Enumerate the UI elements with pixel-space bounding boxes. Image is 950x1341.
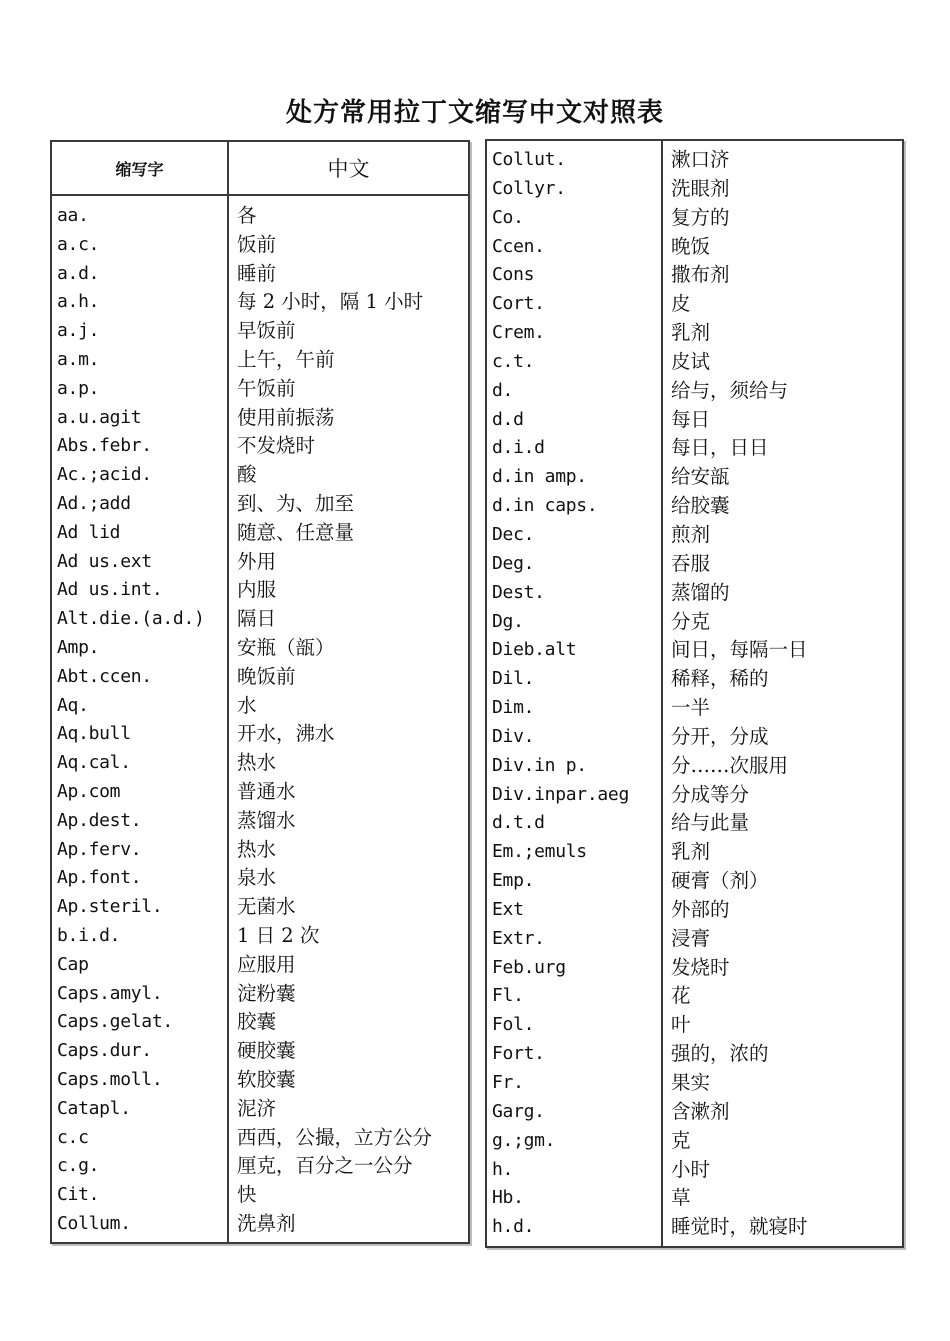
table-row [52, 605, 468, 634]
chinese-meaning-cell: 洗鼻剂 [237, 1211, 296, 1235]
table-row [487, 463, 902, 492]
chinese-meaning-cell: 小时 [671, 1157, 711, 1181]
abbreviation-cell: Deg. [492, 552, 535, 574]
abbreviation-cell: Ap.ferv. [57, 838, 142, 860]
table-row [52, 980, 468, 1009]
table-row [52, 864, 468, 893]
table-row [487, 1011, 902, 1040]
table-row [52, 202, 468, 231]
chinese-meaning-cell: 睡前 [237, 261, 277, 285]
table-row [52, 807, 468, 836]
table-row [487, 1098, 902, 1127]
chinese-meaning-cell: 稀释，稀的 [671, 667, 769, 691]
table-row [487, 175, 902, 204]
table-row [487, 809, 902, 838]
chinese-meaning-cell: 蒸馏的 [671, 580, 730, 604]
table-row [487, 290, 902, 319]
abbreviation-cell: Ad us.ext [57, 550, 152, 572]
chinese-meaning-cell: 到、为、加至 [237, 491, 355, 515]
chinese-meaning-cell: 睡觉时，就寝时 [671, 1215, 808, 1239]
abbreviation-cell: Caps.amyl. [57, 982, 163, 1004]
table-row [487, 377, 902, 406]
abbreviation-cell: Hb. [492, 1187, 524, 1209]
abbreviation-table-left [50, 140, 470, 1244]
table-row [487, 1156, 902, 1185]
abbreviation-cell: Crem. [492, 322, 545, 344]
table-row [487, 550, 902, 579]
table-row [52, 692, 468, 721]
header-chinese: 中文 [327, 157, 370, 181]
abbreviation-cell: Ccen. [492, 235, 545, 257]
chinese-meaning-cell: 浸膏 [671, 926, 711, 950]
chinese-meaning-cell: 上午，午前 [237, 347, 335, 371]
abbreviation-cell: Ap.font. [57, 867, 142, 889]
abbreviation-cell: Dim. [492, 697, 535, 719]
abbreviation-cell: Div.in p. [492, 754, 587, 776]
table-row [487, 261, 902, 290]
table-row [487, 434, 902, 463]
table-row [487, 838, 902, 867]
chinese-meaning-cell: 煎剂 [671, 522, 711, 546]
abbreviation-cell: d.in caps. [492, 495, 598, 517]
chinese-meaning-cell: 早饭前 [237, 319, 296, 343]
table-row [52, 461, 468, 490]
table-row [52, 720, 468, 749]
chinese-meaning-cell: 硬胶囊 [237, 1039, 296, 1063]
chinese-meaning-cell: 每日，日日 [671, 436, 769, 460]
chinese-meaning-cell: 果实 [671, 1071, 711, 1094]
chinese-meaning-cell: 花 [671, 984, 691, 1008]
table-row [52, 951, 468, 980]
abbreviation-cell: Dieb.alt [492, 639, 577, 661]
table-body-right [487, 146, 902, 1242]
header-abbreviation: 缩写字 [115, 159, 164, 179]
chinese-meaning-cell: 给胶囊 [671, 494, 730, 518]
abbreviation-cell: Abs.febr. [57, 435, 152, 457]
chinese-meaning-cell: 应服用 [237, 952, 296, 976]
chinese-meaning-cell: 晚饭 [671, 234, 711, 258]
abbreviation-cell: Ad.;add [57, 492, 131, 514]
chinese-meaning-cell: 淀粉囊 [237, 981, 296, 1005]
chinese-meaning-cell: 外部的 [671, 897, 730, 921]
page-title: 处方常用拉丁文缩写中文对照表 [285, 98, 664, 128]
abbreviation-cell: Ap.steril. [57, 896, 163, 918]
table-row [487, 204, 902, 233]
chinese-meaning-cell: 普通水 [237, 779, 296, 803]
table-row [52, 1095, 468, 1124]
abbreviation-cell: Collut. [492, 149, 566, 170]
abbreviation-table-right [485, 139, 904, 1248]
abbreviation-cell: a.d. [57, 262, 100, 284]
abbreviation-cell: c.t. [492, 350, 535, 372]
table-row [487, 954, 902, 983]
abbreviation-cell: Ap.dest. [57, 809, 142, 831]
abbreviation-cell: Emp. [492, 870, 535, 892]
table-body-left [52, 202, 468, 1239]
table-row [52, 1008, 468, 1037]
table-row [52, 288, 468, 317]
abbreviation-cell: a.c. [57, 233, 100, 255]
abbreviation-cell: Aq.cal. [57, 752, 131, 774]
chinese-meaning-cell: 草 [671, 1186, 691, 1210]
table-row [52, 576, 468, 605]
chinese-meaning-cell: 皮试 [671, 349, 711, 373]
table-row [487, 665, 902, 694]
table-row [487, 867, 902, 896]
abbreviation-cell: Garg. [492, 1100, 545, 1122]
chinese-meaning-cell: 强的，浓的 [671, 1042, 769, 1066]
chinese-meaning-cell: 西西，公撮，立方公分 [237, 1125, 433, 1149]
chinese-meaning-cell: 快 [237, 1183, 257, 1207]
abbreviation-cell: Aq.bull [57, 723, 131, 745]
abbreviation-cell: a.u.agit [57, 406, 142, 428]
abbreviation-cell: Cap [57, 953, 89, 975]
abbreviation-cell: Caps.moll. [57, 1068, 163, 1090]
abbreviation-cell: Cons [492, 264, 535, 286]
table-row [52, 490, 468, 519]
chinese-meaning-cell: 内服 [237, 578, 277, 602]
abbreviation-cell: Em.;emuls [492, 841, 587, 863]
table-row [52, 836, 468, 865]
header-separator [52, 194, 468, 196]
chinese-meaning-cell: 厘克，百分之一公分 [237, 1154, 413, 1178]
abbreviation-cell: Dg. [492, 610, 524, 632]
table-row [487, 1040, 902, 1069]
chinese-meaning-cell: 每日 [671, 407, 711, 431]
table-row [52, 231, 468, 260]
chinese-meaning-cell: 使用前振荡 [237, 405, 335, 429]
chinese-meaning-cell: 饭前 [237, 232, 277, 256]
table-row [52, 375, 468, 404]
chinese-meaning-cell: 乳剂 [671, 840, 711, 864]
table-row [487, 896, 902, 925]
table-row [487, 492, 902, 521]
chinese-meaning-cell: 皮 [671, 292, 691, 316]
table-row [52, 404, 468, 433]
table-row [52, 317, 468, 346]
abbreviation-cell: d.i.d [492, 437, 545, 459]
chinese-meaning-cell: 开水，沸水 [237, 722, 335, 746]
chinese-meaning-cell: 热水 [237, 837, 277, 861]
chinese-meaning-cell: 午饭前 [237, 376, 296, 400]
abbreviation-cell: Collyr. [492, 177, 566, 199]
abbreviation-cell: Cort. [492, 293, 545, 315]
table-row [487, 319, 902, 348]
table-row [52, 346, 468, 375]
abbreviation-cell: Catapl. [57, 1097, 131, 1119]
abbreviation-cell: a.h. [57, 291, 100, 313]
table-row [487, 694, 902, 723]
abbreviation-cell: Caps.dur. [57, 1040, 152, 1062]
chinese-meaning-cell: 间日，每隔一日 [671, 638, 808, 662]
table-row [487, 146, 902, 175]
chinese-meaning-cell: 漱口济 [671, 148, 730, 171]
table-row [487, 925, 902, 954]
table-row [487, 579, 902, 608]
chinese-meaning-cell: 发烧时 [671, 955, 730, 979]
table-row [52, 778, 468, 807]
table-row [52, 1181, 468, 1210]
chinese-meaning-cell: 乳剂 [671, 321, 711, 345]
table-row [52, 663, 468, 692]
table-row [487, 982, 902, 1011]
chinese-meaning-cell: 隔日 [237, 607, 277, 631]
chinese-meaning-cell: 泉水 [237, 866, 277, 890]
abbreviation-cell: Caps.gelat. [57, 1011, 173, 1033]
table-row [487, 521, 902, 550]
chinese-meaning-cell: 1 日 2 次 [237, 923, 320, 947]
abbreviation-cell: d.d [492, 408, 524, 430]
chinese-meaning-cell: 分成等分 [671, 782, 750, 806]
abbreviation-cell: b.i.d. [57, 924, 121, 946]
table-row [487, 1069, 902, 1098]
abbreviation-cell: Ext [492, 898, 524, 920]
chinese-meaning-cell: 泥济 [237, 1096, 277, 1120]
abbreviation-cell: Fr. [492, 1072, 524, 1093]
chinese-meaning-cell: 蒸馏水 [237, 808, 296, 832]
table-row [52, 749, 468, 778]
abbreviation-cell: Extr. [492, 927, 545, 949]
chinese-meaning-cell: 各 [237, 204, 257, 227]
chinese-meaning-cell: 外用 [237, 549, 277, 573]
table-row [487, 1213, 902, 1242]
abbreviation-cell: Cit. [57, 1184, 100, 1206]
abbreviation-cell: h. [492, 1158, 514, 1180]
table-row [52, 634, 468, 663]
chinese-meaning-cell: 安瓶（瓿） [237, 635, 335, 659]
chinese-meaning-cell: 硬膏（剂） [671, 869, 769, 893]
abbreviation-cell: a.j. [57, 320, 100, 342]
chinese-meaning-cell: 叶 [671, 1013, 691, 1037]
abbreviation-cell: Dil. [492, 668, 535, 690]
abbreviation-cell: Fort. [492, 1043, 545, 1065]
table-row [487, 406, 902, 435]
abbreviation-cell: aa. [57, 205, 89, 226]
chinese-meaning-cell: 不发烧时 [237, 434, 316, 458]
chinese-meaning-cell: 软胶囊 [237, 1067, 296, 1091]
chinese-meaning-cell: 分克 [671, 609, 711, 633]
table-row [52, 1152, 468, 1181]
chinese-meaning-cell: 热水 [237, 751, 277, 775]
chinese-meaning-cell: 无菌水 [237, 895, 296, 919]
abbreviation-cell: Ap.com [57, 780, 121, 802]
table-row [52, 1124, 468, 1153]
chinese-meaning-cell: 给安瓿 [671, 465, 730, 489]
table-row [52, 893, 468, 922]
chinese-meaning-cell: 含漱剂 [671, 1099, 730, 1123]
chinese-meaning-cell: 给与，须给与 [671, 378, 789, 402]
table-row [487, 608, 902, 637]
chinese-meaning-cell: 每 2 小时，隔 1 小时 [237, 290, 424, 314]
chinese-meaning-cell: 一半 [671, 696, 711, 720]
chinese-meaning-cell: 水 [237, 693, 257, 717]
abbreviation-cell: Div.inpar.aeg [492, 783, 629, 805]
abbreviation-cell: Collum. [57, 1212, 131, 1234]
abbreviation-cell: c.c [57, 1126, 89, 1148]
chinese-meaning-cell: 复方的 [671, 205, 730, 229]
abbreviation-cell: Feb.urg [492, 956, 566, 978]
chinese-meaning-cell: 洗眼剂 [671, 176, 730, 200]
abbreviation-cell: Ad lid [57, 521, 121, 543]
abbreviation-cell: Dest. [492, 581, 545, 603]
table-row [52, 260, 468, 289]
table-row [52, 922, 468, 951]
chinese-meaning-cell: 吞服 [671, 551, 711, 575]
abbreviation-cell: a.m. [57, 348, 100, 370]
abbreviation-cell: d.in amp. [492, 466, 587, 488]
chinese-meaning-cell: 胶囊 [237, 1010, 277, 1034]
abbreviation-cell: g.;gm. [492, 1129, 556, 1151]
chinese-meaning-cell: 分……次服用 [671, 753, 789, 777]
abbreviation-cell: Abt.ccen. [57, 665, 152, 687]
table-row [487, 1184, 902, 1213]
chinese-meaning-cell: 克 [671, 1128, 691, 1152]
table-row [52, 1210, 468, 1239]
table-row [52, 1037, 468, 1066]
table-row [487, 781, 902, 810]
abbreviation-cell: a.p. [57, 377, 100, 399]
chinese-meaning-cell: 酸 [237, 463, 257, 487]
chinese-meaning-cell: 撒布剂 [671, 263, 730, 287]
abbreviation-cell: Fl. [492, 985, 524, 1007]
chinese-meaning-cell: 晚饭前 [237, 664, 296, 688]
table-row [487, 636, 902, 665]
abbreviation-cell: c.g. [57, 1155, 100, 1177]
abbreviation-cell: Ac.;acid. [57, 464, 152, 486]
table-row [487, 752, 902, 781]
abbreviation-cell: d.t.d [492, 812, 545, 834]
table-row [487, 1127, 902, 1156]
chinese-meaning-cell: 给与此量 [671, 811, 750, 835]
abbreviation-cell: Co. [492, 206, 524, 228]
abbreviation-cell: Aq. [57, 694, 89, 716]
abbreviation-cell: Amp. [57, 636, 100, 658]
table-row [487, 348, 902, 377]
abbreviation-cell: Ad us.int. [57, 579, 163, 601]
table-row [52, 548, 468, 577]
table-row [487, 723, 902, 752]
table-row [52, 519, 468, 548]
table-row [487, 233, 902, 262]
abbreviation-cell: Alt.die.(a.d.) [57, 608, 205, 630]
chinese-meaning-cell: 分开，分成 [671, 724, 769, 748]
abbreviation-cell: Dec. [492, 523, 535, 545]
abbreviation-cell: h.d. [492, 1216, 535, 1238]
table-row [52, 1066, 468, 1095]
abbreviation-cell: Fol. [492, 1014, 535, 1036]
abbreviation-cell: Div. [492, 725, 535, 747]
table-row [52, 432, 468, 461]
chinese-meaning-cell: 随意、任意量 [237, 520, 355, 544]
abbreviation-cell: d. [492, 379, 514, 401]
